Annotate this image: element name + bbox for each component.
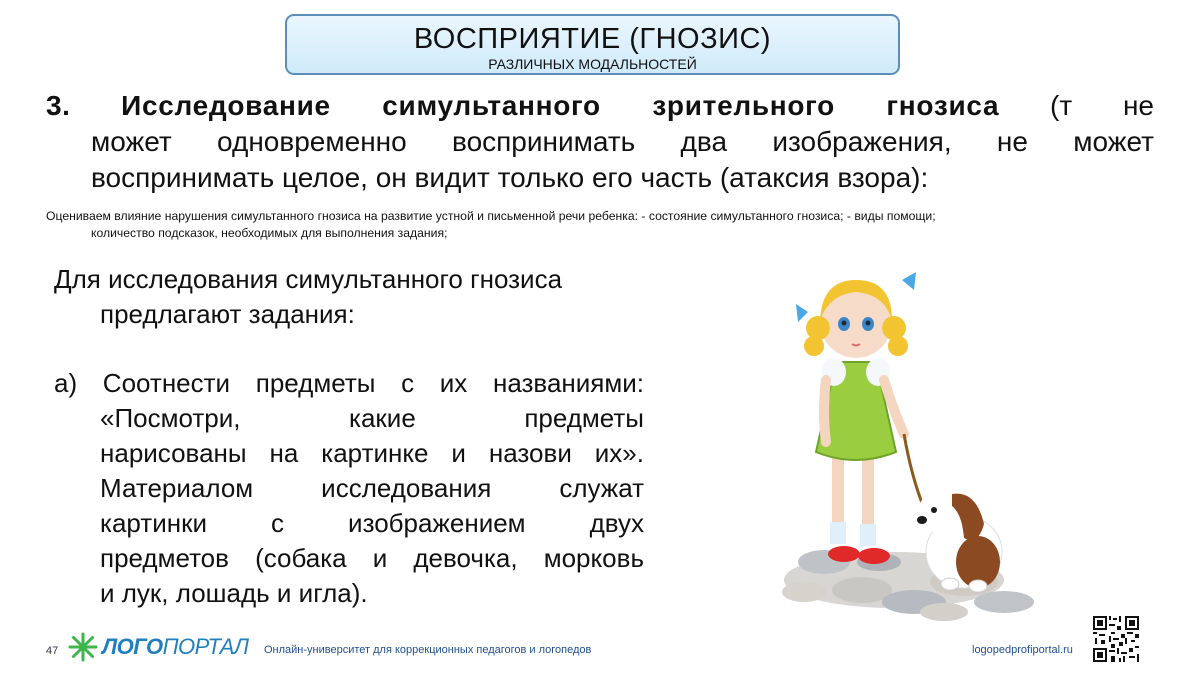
section-heading [46, 88, 1154, 196]
task-a-line-7: и лук, лошадь и игла). [100, 578, 368, 608]
task-a-line-2: «Посмотри, какие предметы [100, 403, 644, 433]
task-a-line-5: картинки с изображением двух [100, 508, 644, 538]
logo-text-bold: ЛОГО [102, 634, 163, 659]
heading-line-3: воспринимать целое, он видит только его часть (атаксия взора): [91, 162, 929, 193]
heading-number: 3. [46, 90, 71, 121]
site-link[interactable]: logopedprofiportal.ru [972, 644, 1073, 656]
title-box [285, 14, 900, 75]
intro-line-2: предлагают задания: [100, 299, 355, 329]
task-a-line-6: предметов (собака и девочка, морковь [100, 543, 644, 573]
intro-line-1: Для исследования симультанного гнозиса [54, 264, 563, 294]
heading-rest: (т не [999, 90, 1154, 121]
logoportal-logo[interactable] [68, 632, 249, 662]
footer-tagline: Онлайн-университет для коррекционных педагогов и логопедов [264, 644, 592, 656]
task-description [54, 262, 644, 611]
logo-text-thin: ПОРТАЛ [162, 634, 249, 659]
task-a-line-1: а) Соотнести предметы с их названиями: [54, 368, 644, 398]
paragraph-gap [54, 332, 644, 366]
note-line-2: количество подсказок, необходимых для выполнения задания; [91, 226, 448, 240]
assessment-note [46, 208, 1154, 242]
girl-with-dog-illustration [764, 262, 1064, 630]
logo-text [102, 634, 249, 660]
slide-subtitle: РАЗЛИЧНЫХ МОДАЛЬНОСТЕЙ [488, 56, 697, 72]
qr-code-icon[interactable] [1093, 616, 1139, 662]
star-logo-icon [68, 632, 98, 662]
task-a-line-4: Материалом исследования служат [100, 473, 644, 503]
heading-line-1 [46, 88, 1154, 124]
page-number: 47 [46, 645, 59, 657]
heading-line-2: может одновременно воспринимать два изображения, не может [91, 126, 1154, 157]
heading-bold-title: Исследование симультанного зрительного гнозиса [121, 90, 1000, 121]
note-line-1: Оцениваем влияние нарушения симультанного гнозиса на развитие устной и письменной речи ребенка: - состояние симультанного гнозиса; - виды помощи; [46, 209, 936, 223]
slide-title: ВОСПРИЯТИЕ (ГНОЗИС) [413, 23, 772, 55]
task-a-line-3: нарисованы на картинке и назови их». [100, 438, 644, 468]
